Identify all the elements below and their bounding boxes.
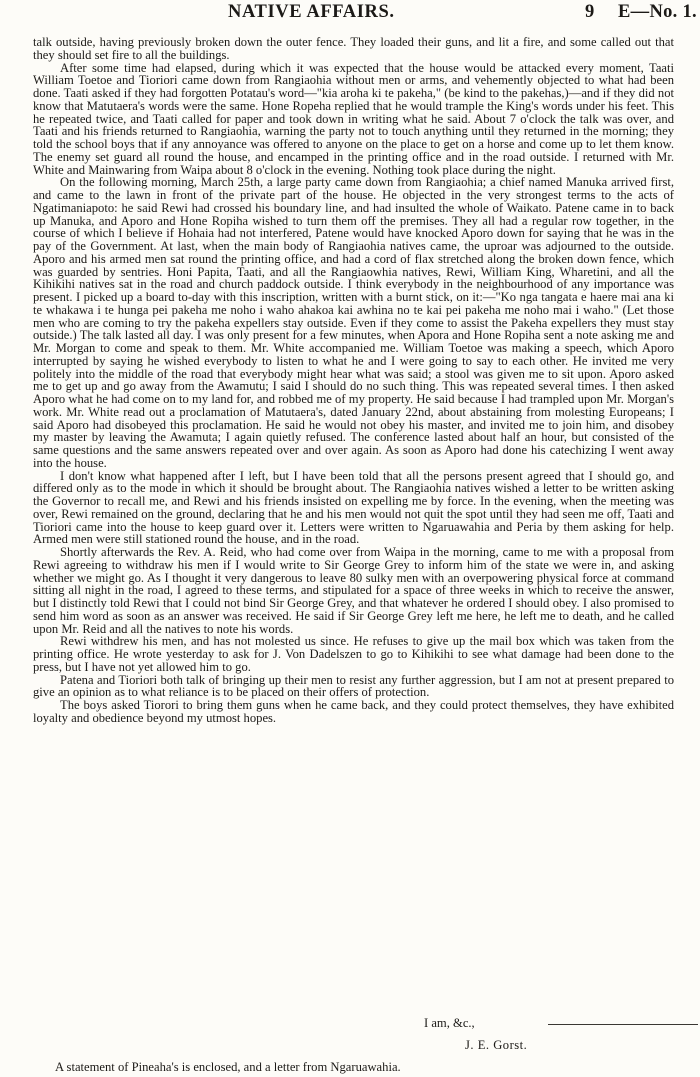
paragraph: After some time had elapsed, during which it was expected that the house would be attacked every moment, Taati William Toetoe and Tioriori came down from Rangiaohia without men or arms, and vehemently objected to what had been done. Taati asked if they had forgotten Potatau's word—"kia aroha ki te pakeha," (be kind to the pakehas,)—and if they did not know that Matutaera's words were the same. Hone Ropeha replied that he would trample the King's words under his feet. This he repeated twice, and Taati called for paper and took down in writing what he said. About 7 o'clock the talk was over, and Taati and his friends returned to Rangiaohia, warning the party not to touch anything until they returned in the morning; they told the school boys that if any annoyance was offered to anyone on the place to get on a horse and come up to let them know. The enemy set guard all round the house, and encamped in the printing office and in the road outside. I returned with Mr. White and Mainwaring from Waipa about 8 o'clock in the evening. Nothing took place during the night. bbox=[33, 60, 674, 177]
closing-salutation: I am, &c., bbox=[424, 1016, 475, 1030]
paragraph-continued: talk outside, having previously broken down the outer fence. They loaded their guns, and lit a fire, and some called out that they should set fire to all the buildings. bbox=[33, 35, 674, 62]
paragraph: Patena and Tioriori both talk of bringing up their men to resist any further aggression, but I am not at present prepared to give an opinion as to what reliance is to be placed on their offers of protection. bbox=[33, 672, 674, 700]
letter-body bbox=[33, 36, 674, 725]
signature: J. E. Gorst. bbox=[465, 1038, 528, 1052]
paragraph: I don't know what happened after I left, but I have been told that all the persons present agreed that I should go, and differed only as to the mode in which it should be brought about. The Rangiaohia natives wished a letter to be written asking the Governor to recall me, and Rewi and his friends insisted on expelling me by force. In the evening, when the meeting was over, Rewi remained on the ground, declaring that he and his men would not quit the spot until they had seen me off, Taati and Tioriori came into the house to keep guard over it. Letters were written to Ngaruawahia and Peria by them asking for help. Armed men were still stationed round the house, and in the road. bbox=[33, 468, 674, 547]
running-title: NATIVE AFFAIRS. bbox=[228, 2, 395, 22]
paragraph: The boys asked Tiorori to bring them guns when he came back, and they could protect themselves, they have exhibited loyalty and obedience beyond my utmost hopes. bbox=[33, 698, 674, 725]
enclosure-note: A statement of Pineaha's is enclosed, and a letter from Ngaruawahia. bbox=[55, 1060, 401, 1074]
paragraph: Rewi withdrew his men, and has not molested us since. He refuses to give up the mail box which was taken from the printing office. He wrote yesterday to ask for J. Von Dadelszen to go to Kihikihi to see what damage had been done to the press, but I have not yet allowed him to go. bbox=[33, 634, 674, 674]
document-reference: E—No. 1. bbox=[618, 2, 697, 22]
paragraph: Shortly afterwards the Rev. A. Reid, who had come over from Waipa in the morning, came to me with a proposal from Rewi agreeing to withdraw his men if I would write to Sir George Grey to inform him of the state we were in, and asking whether we might go. As I thought it very dangerous to leave 80 sulky men with an overpowering physical force at command sitting all night in the road, I agreed to these terms, and stipulated for a space of three weeks in which to receive the answer, but I distinctly told Rewi that I could not bind Sir George Grey, and that whatever he ordered I should obey. I also promised to send him word as soon as an answer was received. He said if Sir George Grey left me here, he left me to death, and he called upon Mr. Reid and all the natives to note his words. bbox=[33, 545, 674, 636]
margin-rule bbox=[548, 1024, 698, 1025]
page-header bbox=[0, 2, 700, 28]
page-number: 9 bbox=[585, 2, 595, 22]
paragraph: On the following morning, March 25th, a large party came down from Rangiaohia; a chief named Manuka arrived first, and came to the lawn in front of the private part of the house. He objected in the very strongest terms to the acts of Ngatimaniapoto: he said Rewi had crossed his boundary line, and had insulted the whole of Waikato. Patene came in to back up Manuka, and Aporo and Hone Ropiha wished to turn them off the premises. They all had a regular row together, in the course of which I believe if Hohaia had not interfered, Patene would have knocked Aporo down for saying that he was in the pay of the Government. At last, when the main body of Rangiaohia natives came, the uproar was adjourned to the outside. Aporo and his armed men sat round the printing office, and had a cord of flax stretched along the broken down fence, which was guarded by sentries. Honi Papita, Taati, and all the Rangiaowhia natives, Rewi, William King, Wharetini, and all the Kihikihi natives sat in the road and church paddock outside. I think everybody in the neighbourhood of any importance was present. I picked up a board to-day with this inscription, written with a burnt stick, on it:—"Ko nga tangata e haere mai ana ki te whakawa i te hunga pei pakeha me noho i waho ahakoa kai awhina no te kai pei pakeha me noho mai i waho." (Let those men who are coming to try the pakeha expellers stay outside. Even if they come to assist the Pakeha expellers they must stay outside.) The talk lasted all day. I was only present for a few minutes, when Apora and Hone Ropiha sent a note asking me and Mr. Morgan to come and speak to them. Mr. White accompanied me. William Toetoe was making a speech, which Aporo interrupted by saying he wished everybody to listen to what he and I were going to say to each other. He invited me very politely into the middle of the road that everybody might hear what was said; a stool was given me to sit upon. Aporo asked me to get up and go away from the Awamutu; I said I should do no such thing. This was repeated several times. I then asked Aporo what he had come on to my land for, and robbed me of my property. He said because I had trampled upon Mr. Morgan's work. Mr. White read out a proclamation of Matutaera's, dated January 22nd, about abstaining from molesting Europeans; I said Aporo had disobeyed this proclamation. He said he would not obey his master, and invited me to join him, and disobey my master by leaving the Awamuta; I again quietly refused. The conference lasted about half an hour, but consisted of the same questions and the same answers repeated over and over again. As soon as Aporo had done his catechizing I went away into the house. bbox=[33, 175, 674, 470]
